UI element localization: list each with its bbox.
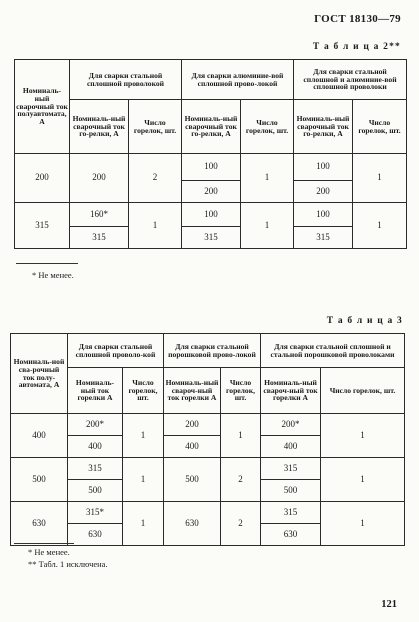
footnote-rule bbox=[14, 543, 74, 544]
torch-count-cell: 1 bbox=[321, 458, 405, 502]
table-row bbox=[11, 458, 405, 480]
torch-current-cell: 400 bbox=[164, 436, 221, 458]
group-steel-solid: Для сварки стальной сплошной проволокой bbox=[70, 60, 182, 100]
torch-count-cell: 1 bbox=[241, 154, 294, 203]
sub-torch-current: Номиналь-ный сварочный ток го-релки, А bbox=[294, 100, 353, 154]
table-3-caption: Т а б л и ц а 3 bbox=[326, 316, 403, 326]
sub-torch-current: Номиналь-ный свароч-ный ток горелки А bbox=[261, 368, 321, 414]
torch-count-cell: 1 bbox=[321, 414, 405, 458]
torch-current-cell: 160* bbox=[70, 203, 129, 227]
table-2-footnote: * Не менее. bbox=[32, 270, 74, 280]
sub-torch-current: Номиналь-ный ток горелки А bbox=[68, 368, 123, 414]
torch-count-cell: 2 bbox=[221, 458, 261, 502]
torch-count-cell: 1 bbox=[129, 203, 182, 249]
sub-torch-count: Число горелок, шт. bbox=[221, 368, 261, 414]
torch-current-cell: 200* bbox=[261, 414, 321, 436]
torch-current-cell: 200 bbox=[182, 181, 241, 203]
torch-count-cell: 2 bbox=[129, 154, 182, 203]
torch-current-cell: 100 bbox=[294, 154, 353, 181]
col-rated-current: Номиналь-ной сва-рочный ток полу-автомата, А bbox=[11, 334, 68, 414]
table-row bbox=[11, 414, 405, 436]
table-2 bbox=[14, 59, 407, 249]
torch-current-cell: 315* bbox=[68, 502, 123, 524]
table-2-caption: Т а б л и ц а 2** bbox=[312, 42, 401, 52]
torch-count-cell: 1 bbox=[241, 203, 294, 249]
torch-current-cell: 500 bbox=[261, 480, 321, 502]
torch-count-cell: 1 bbox=[123, 502, 164, 546]
torch-count-cell: 1 bbox=[221, 414, 261, 458]
col-rated-current: Номиналь-ный сварочный ток полуавтомата, А bbox=[15, 60, 70, 154]
rated-current-cell: 400 bbox=[11, 414, 68, 458]
group-aluminium-solid: Для сварки алюминие-вой сплошной прово-локой bbox=[182, 60, 294, 100]
torch-current-cell: 500 bbox=[164, 458, 221, 502]
torch-count-cell: 1 bbox=[321, 502, 405, 546]
page-header: ГОСТ 18130—79 bbox=[314, 13, 401, 25]
sub-torch-count: Число горелок, шт. bbox=[241, 100, 294, 154]
torch-current-cell: 315 bbox=[68, 458, 123, 480]
group-steel-aluminium: Для сварки стальной сплошной и алюминие-вой сплошной проволоки bbox=[294, 60, 407, 100]
torch-current-cell: 315 bbox=[294, 227, 353, 249]
table-row bbox=[15, 203, 407, 227]
sub-torch-current: Номиналь-ный свароч-ный ток горелки А bbox=[164, 368, 221, 414]
torch-count-cell: 1 bbox=[123, 458, 164, 502]
table-row bbox=[15, 227, 407, 249]
sub-torch-count: Число горелок, шт. bbox=[321, 368, 405, 414]
group-steel-solid-flux: Для сварки стальной сплошной и стальной порошковой проволоками bbox=[261, 334, 405, 368]
torch-current-cell: 100 bbox=[182, 203, 241, 227]
torch-current-cell: 500 bbox=[68, 480, 123, 502]
torch-count-cell: 1 bbox=[353, 203, 407, 249]
torch-count-cell: 1 bbox=[123, 414, 164, 458]
torch-current-cell: 630 bbox=[261, 524, 321, 546]
torch-current-cell: 400 bbox=[261, 436, 321, 458]
torch-current-cell: 200 bbox=[164, 414, 221, 436]
torch-current-cell: 200 bbox=[70, 154, 129, 203]
torch-current-cell: 315 bbox=[261, 502, 321, 524]
group-steel-flux-cored: Для сварки стальной порошковой прово-локой bbox=[164, 334, 261, 368]
torch-current-cell: 400 bbox=[68, 436, 123, 458]
sub-torch-count: Число горелок, шт. bbox=[129, 100, 182, 154]
table-3-footnote: * Не менее. bbox=[28, 547, 70, 557]
sub-torch-current: Номиналь-ный сварочный ток го-релки, А bbox=[182, 100, 241, 154]
torch-current-cell: 100 bbox=[182, 154, 241, 181]
torch-current-cell: 315 bbox=[261, 458, 321, 480]
page-number: 121 bbox=[381, 599, 397, 610]
torch-count-cell: 2 bbox=[221, 502, 261, 546]
torch-current-cell: 315 bbox=[70, 227, 129, 249]
rated-current-cell: 200 bbox=[15, 154, 70, 203]
table-3-footnote: ** Табл. 1 исключена. bbox=[28, 559, 108, 569]
torch-current-cell: 315 bbox=[182, 227, 241, 249]
torch-current-cell: 630 bbox=[68, 524, 123, 546]
rated-current-cell: 315 bbox=[15, 203, 70, 249]
group-steel-solid: Для сварки стальной сплошной проволо-кой bbox=[68, 334, 164, 368]
sub-torch-count: Число горелок, шт. bbox=[123, 368, 164, 414]
rated-current-cell: 500 bbox=[11, 458, 68, 502]
torch-current-cell: 200* bbox=[68, 414, 123, 436]
torch-count-cell: 1 bbox=[353, 154, 407, 203]
sub-torch-current: Номиналь-ный сварочный ток го-релки, А bbox=[70, 100, 129, 154]
sub-torch-count: Число горелок, шт. bbox=[353, 100, 407, 154]
torch-current-cell: 630 bbox=[164, 502, 221, 546]
torch-current-cell: 200 bbox=[294, 181, 353, 203]
table-row bbox=[11, 502, 405, 524]
table-3 bbox=[10, 333, 405, 546]
table-row bbox=[15, 154, 407, 181]
rated-current-cell: 630 bbox=[11, 502, 68, 546]
footnote-rule bbox=[16, 263, 78, 264]
torch-current-cell: 100 bbox=[294, 203, 353, 227]
